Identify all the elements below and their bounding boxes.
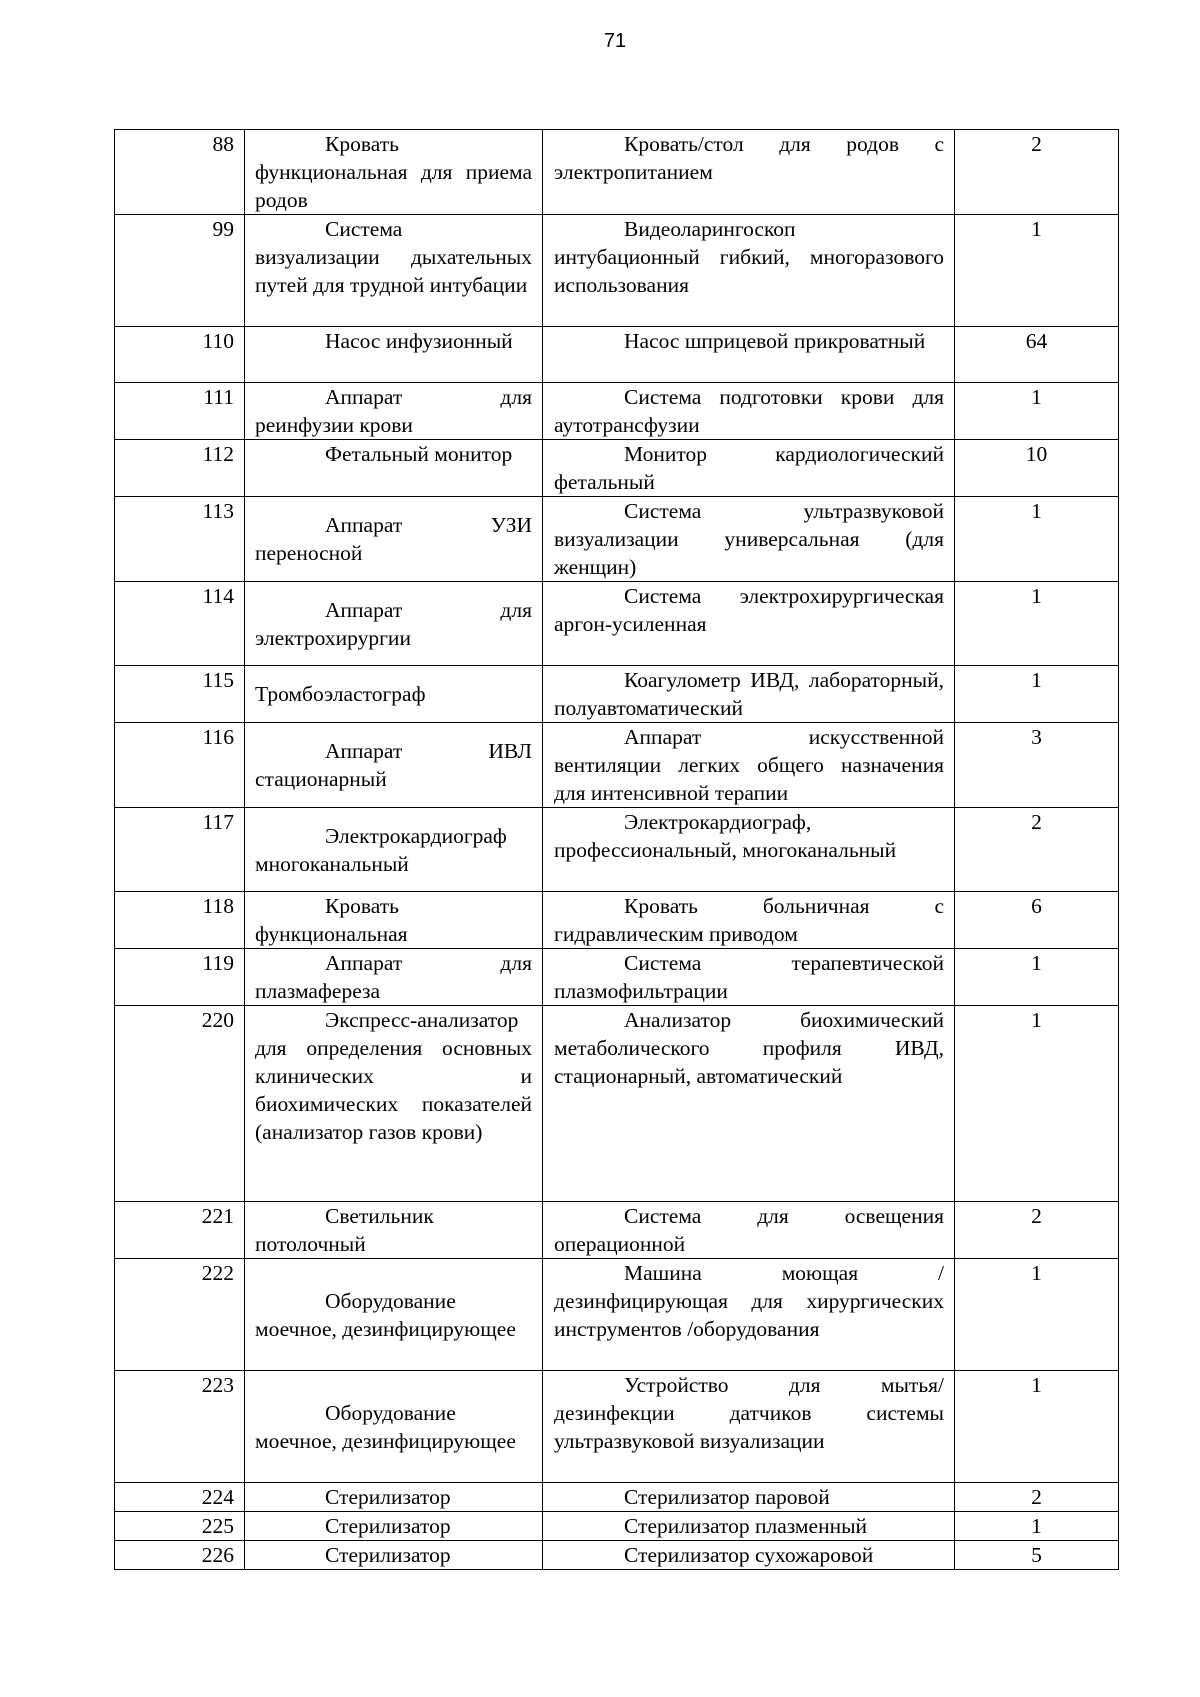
equipment-type: Стерилизатор плазменный (543, 1512, 955, 1541)
equipment-type: Насос шприцевой прикроватный (543, 327, 955, 383)
equipment-name: Оборудование моечное, дезинфицирующее (245, 1371, 543, 1483)
equipment-quantity: 1 (955, 1006, 1119, 1202)
equipment-type: Кровать/стол для родов с электропитанием (543, 130, 955, 215)
equipment-quantity: 2 (955, 130, 1119, 215)
equipment-type: Стерилизатор паровой (543, 1483, 955, 1512)
table-row (115, 892, 1119, 949)
equipment-quantity: 1 (955, 582, 1119, 666)
equipment-name: Кровать функциональная (245, 892, 543, 949)
table-row (115, 1006, 1119, 1202)
row-number: 111 (115, 383, 245, 440)
row-number: 116 (115, 723, 245, 808)
equipment-type: Видеоларингоскоп интубационный гибкий, многоразового использования (543, 215, 955, 327)
table-row (115, 383, 1119, 440)
equipment-name: Светильник потолочный (245, 1202, 543, 1259)
equipment-quantity: 1 (955, 1512, 1119, 1541)
row-number: 112 (115, 440, 245, 497)
equipment-quantity: 1 (955, 1259, 1119, 1371)
equipment-type: Коагулометр ИВД, лабораторный, полуавтоматический (543, 666, 955, 723)
row-number: 117 (115, 808, 245, 892)
equipment-name: Фетальный монитор (245, 440, 543, 497)
table-row (115, 440, 1119, 497)
equipment-quantity: 2 (955, 1483, 1119, 1512)
equipment-quantity: 1 (955, 497, 1119, 582)
equipment-quantity: 1 (955, 383, 1119, 440)
equipment-type: Система электрохирургическая аргон-усиленная (543, 582, 955, 666)
equipment-type: Кровать больничная с гидравлическим приводом (543, 892, 955, 949)
equipment-quantity: 2 (955, 808, 1119, 892)
table-row (115, 1512, 1119, 1541)
equipment-quantity: 1 (955, 1371, 1119, 1483)
row-number: 225 (115, 1512, 245, 1541)
equipment-type: Система подготовки крови для аутотрансфузии (543, 383, 955, 440)
equipment-type: Монитор кардиологический фетальный (543, 440, 955, 497)
row-number: 224 (115, 1483, 245, 1512)
row-number: 221 (115, 1202, 245, 1259)
equipment-type: Система для освещения операционной (543, 1202, 955, 1259)
row-number: 114 (115, 582, 245, 666)
table-row (115, 949, 1119, 1006)
equipment-name: Оборудование моечное, дезинфицирующее (245, 1259, 543, 1371)
equipment-quantity: 64 (955, 327, 1119, 383)
equipment-quantity: 2 (955, 1202, 1119, 1259)
row-number: 223 (115, 1371, 245, 1483)
equipment-type: Система ультразвуковой визуализации универсальная (для женщин) (543, 497, 955, 582)
equipment-name: Аппарат ИВЛ стационарный (245, 723, 543, 808)
table-row (115, 1202, 1119, 1259)
equipment-name: Стерилизатор (245, 1483, 543, 1512)
equipment-type: Устройство для мытья/дезинфекции датчиков системы ультразвуковой визуализации (543, 1371, 955, 1483)
table-row (115, 1259, 1119, 1371)
table-row (115, 1483, 1119, 1512)
row-number: 110 (115, 327, 245, 383)
equipment-name: Стерилизатор (245, 1541, 543, 1570)
table-row (115, 666, 1119, 723)
equipment-type: Система терапевтической плазмофильтрации (543, 949, 955, 1006)
equipment-quantity: 6 (955, 892, 1119, 949)
equipment-type: Машина моющая /дезинфицирующая для хирургических инструментов /оборудования (543, 1259, 955, 1371)
table-row (115, 1371, 1119, 1483)
equipment-table (114, 129, 1119, 1570)
equipment-quantity: 10 (955, 440, 1119, 497)
row-number: 220 (115, 1006, 245, 1202)
table-row (115, 130, 1119, 215)
table-row (115, 723, 1119, 808)
row-number: 118 (115, 892, 245, 949)
row-number: 119 (115, 949, 245, 1006)
equipment-name: Электрокардиограф многоканальный (245, 808, 543, 892)
table-row (115, 808, 1119, 892)
equipment-type: Электрокардиограф, профессиональный, многоканальный (543, 808, 955, 892)
equipment-quantity: 3 (955, 723, 1119, 808)
page-number: 71 (603, 30, 627, 52)
table-row (115, 215, 1119, 327)
equipment-name: Насос инфузионный (245, 327, 543, 383)
equipment-type: Анализатор биохимический метаболического профиля ИВД, стационарный, автоматический (543, 1006, 955, 1202)
equipment-name: Аппарат для электрохирургии (245, 582, 543, 666)
row-number: 226 (115, 1541, 245, 1570)
equipment-quantity: 1 (955, 666, 1119, 723)
row-number: 99 (115, 215, 245, 327)
equipment-name: Аппарат для реинфузии крови (245, 383, 543, 440)
equipment-name: Кровать функциональная для приема родов (245, 130, 543, 215)
equipment-name: Система визуализации дыхательных путей для трудной интубации (245, 215, 543, 327)
table-row (115, 1541, 1119, 1570)
equipment-quantity: 1 (955, 949, 1119, 1006)
table-row (115, 582, 1119, 666)
equipment-name: Аппарат для плазмафереза (245, 949, 543, 1006)
equipment-name: Тромбоэластограф (245, 666, 543, 723)
equipment-name: Стерилизатор (245, 1512, 543, 1541)
row-number: 115 (115, 666, 245, 723)
row-number: 88 (115, 130, 245, 215)
row-number: 222 (115, 1259, 245, 1371)
row-number: 113 (115, 497, 245, 582)
equipment-type: Аппарат искусственной вентиляции легких общего назначения для интенсивной терапии (543, 723, 955, 808)
equipment-name: Экспресс-анализатор для определения основных клинических и биохимических показателей (анализатор газов крови) (245, 1006, 543, 1202)
equipment-name: Аппарат УЗИ переносной (245, 497, 543, 582)
equipment-quantity: 1 (955, 215, 1119, 327)
table-row (115, 327, 1119, 383)
table-row (115, 497, 1119, 582)
equipment-type: Стерилизатор сухожаровой (543, 1541, 955, 1570)
equipment-quantity: 5 (955, 1541, 1119, 1570)
